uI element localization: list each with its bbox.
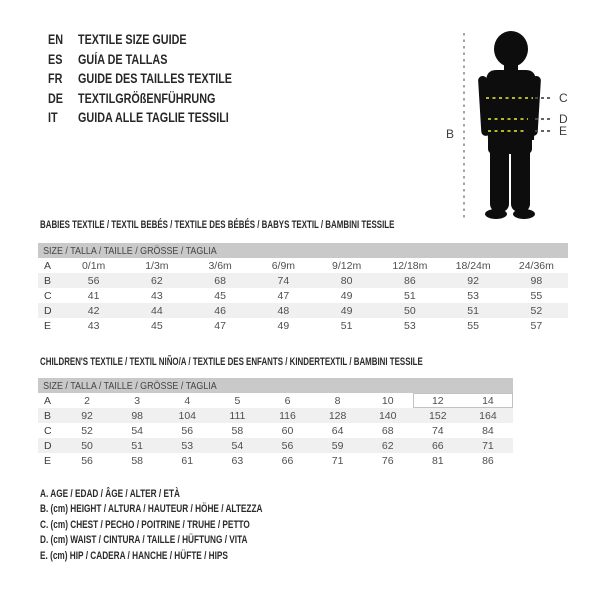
row-label: E (44, 319, 52, 332)
language-title: GUÍA DE TALLAS (78, 51, 168, 67)
legend-text: C. (cm) CHEST / PECHO / POITRINE / TRUHE / PETTO (40, 518, 250, 531)
table-row (38, 423, 513, 438)
legend-text: B. (cm) HEIGHT / ALTURA / HAUTEUR / HÖHE / ALTEZZA (40, 503, 263, 516)
table-cell: 6/9m (271, 259, 296, 272)
table-cell: 58 (131, 454, 143, 467)
children-size-table (38, 378, 513, 468)
children-table-header-label: SIZE / TALLA / TAILLE / GRÖSSE / TAGLIA (43, 379, 217, 392)
table-cell: 47 (214, 319, 226, 332)
table-row (38, 438, 513, 453)
table-cell: 104 (178, 409, 197, 422)
table-cell: 55 (530, 289, 543, 302)
table-cell: 62 (381, 439, 394, 452)
table-cell: 60 (281, 424, 294, 437)
table-cell: 51 (131, 439, 143, 452)
table-cell: 5 (234, 394, 241, 407)
table-cell: 63 (231, 454, 244, 467)
legend-item (40, 502, 337, 518)
language-code: FR (48, 71, 63, 87)
waist-label: D (559, 112, 568, 126)
table-cell: 59 (331, 439, 344, 452)
table-cell: 55 (467, 319, 479, 332)
children-table-header (38, 378, 513, 393)
table-cell: 49 (340, 304, 353, 317)
table-cell: 98 (530, 274, 543, 287)
table-cell: 140 (378, 409, 397, 422)
table-cell: 92 (467, 274, 479, 287)
table-cell: 56 (81, 454, 93, 467)
table-cell: 74 (431, 424, 444, 437)
table-cell: 46 (214, 304, 226, 317)
language-row (48, 89, 271, 109)
babies-table-header-label: SIZE / TALLA / TAILLE / GRÖSSE / TAGLIA (43, 244, 217, 257)
table-cell: 10 (381, 394, 394, 407)
table-cell: 53 (467, 289, 479, 302)
table-cell: 68 (381, 424, 394, 437)
table-cell: 66 (281, 454, 294, 467)
table-row (38, 273, 568, 288)
table-cell: 50 (404, 304, 416, 317)
table-cell: 24/36m (518, 259, 554, 272)
table-cell: 47 (277, 289, 290, 302)
table-cell: 92 (81, 409, 93, 422)
child-measurement-diagram (438, 18, 588, 230)
row-label: A (44, 259, 52, 272)
legend-item (40, 486, 337, 502)
table-cell: 3 (134, 394, 141, 407)
table-cell: 48 (277, 304, 290, 317)
legend-text: A. AGE / EDAD / ÂGE / ALTER / ETÀ (40, 487, 180, 500)
language-title: TEXTILE SIZE GUIDE (78, 32, 187, 48)
children-table-rows (38, 393, 513, 468)
row-label: C (44, 424, 52, 437)
table-cell: 74 (277, 274, 290, 287)
table-cell: 84 (482, 424, 494, 437)
table-cell: 58 (231, 424, 244, 437)
row-label: A (44, 394, 52, 407)
legend-text: D. (cm) WAIST / CINTURA / TAILLE / HÜFTUNG / VITA (40, 534, 248, 547)
table-cell: 49 (340, 289, 353, 302)
table-cell: 128 (328, 409, 347, 422)
table-cell: 86 (404, 274, 416, 287)
language-row (48, 108, 271, 128)
table-cell: 68 (214, 274, 226, 287)
babies-table-header (38, 243, 568, 258)
hip-label: E (559, 124, 568, 138)
table-cell: 86 (482, 454, 494, 467)
table-cell: 66 (431, 439, 444, 452)
table-row (38, 453, 513, 468)
legend-item (40, 517, 337, 533)
table-cell: 71 (482, 439, 494, 452)
table-cell: 4 (184, 394, 191, 407)
table-cell: 57 (530, 319, 543, 332)
table-cell: 56 (87, 274, 100, 287)
table-cell: 54 (131, 424, 143, 437)
table-cell: 61 (181, 454, 194, 467)
table-cell: 64 (331, 424, 344, 437)
language-title: GUIDA ALLE TAGLIE TESSILI (78, 110, 229, 126)
table-cell: 45 (214, 289, 226, 302)
table-cell: 44 (151, 304, 163, 317)
table-cell: 14 (482, 394, 494, 407)
row-label: C (44, 289, 52, 302)
table-cell: 50 (81, 439, 93, 452)
table-cell: 8 (334, 394, 341, 407)
table-cell: 56 (281, 439, 294, 452)
table-cell: 43 (87, 319, 100, 332)
table-cell: 51 (404, 289, 416, 302)
row-label: D (44, 304, 52, 317)
language-title-list (48, 30, 271, 128)
babies-table-rows (38, 258, 568, 333)
table-row (38, 393, 513, 408)
babies-size-table (38, 243, 568, 333)
height-label: B (446, 127, 455, 141)
table-cell: 53 (181, 439, 194, 452)
table-cell: 164 (479, 409, 497, 422)
children-section-title: CHILDREN'S TEXTILE / TEXTIL NIÑO/A / TEXTILE DES ENFANTS / KINDERTEXTIL / BAMBINI TESSILE (40, 356, 423, 368)
table-cell: 51 (467, 304, 479, 317)
table-cell: 81 (431, 454, 444, 467)
language-title: TEXTILGRÖßENFÜHRUNG (78, 90, 216, 106)
table-cell: 56 (181, 424, 194, 437)
table-cell: 49 (277, 319, 290, 332)
table-cell: 41 (87, 289, 100, 302)
language-row (48, 69, 271, 89)
table-cell: 52 (530, 304, 543, 317)
chest-label: C (559, 91, 568, 105)
child-silhouette (478, 31, 541, 219)
table-cell: 45 (151, 319, 163, 332)
language-code: DE (48, 90, 64, 106)
table-row (38, 258, 568, 273)
table-cell: 80 (340, 274, 353, 287)
table-cell: 12/18m (392, 259, 428, 272)
table-cell: 52 (81, 424, 93, 437)
babies-section-title: BABIES TEXTILE / TEXTIL BEBÉS / TEXTILE DES BÉBÉS / BABYS TEXTIL / BAMBINI TESSILE (40, 219, 395, 231)
table-cell: 71 (331, 454, 344, 467)
language-code: ES (48, 51, 63, 67)
language-row (48, 30, 271, 50)
table-row (38, 303, 568, 318)
legend-item (40, 548, 337, 564)
table-cell: 111 (229, 409, 246, 422)
language-row (48, 50, 271, 70)
row-label: E (44, 454, 52, 467)
table-cell: 116 (279, 409, 296, 422)
measurement-legend (40, 486, 337, 564)
table-cell: 6 (284, 394, 291, 407)
row-label: B (44, 274, 52, 287)
table-row (38, 318, 568, 333)
table-cell: 42 (87, 304, 100, 317)
table-cell: 43 (151, 289, 163, 302)
language-title: GUIDE DES TAILLES TEXTILE (78, 71, 233, 87)
table-cell: 2 (84, 394, 90, 407)
table-cell: 3/6m (208, 259, 232, 272)
language-code: IT (48, 110, 58, 126)
table-cell: 54 (231, 439, 244, 452)
table-cell: 0/1m (81, 259, 106, 272)
legend-item (40, 533, 337, 549)
row-label: D (44, 439, 52, 452)
table-cell: 1/3m (145, 259, 169, 272)
table-cell: 9/12m (332, 259, 362, 272)
table-cell: 53 (404, 319, 416, 332)
language-code: EN (48, 32, 64, 48)
table-row (38, 408, 513, 423)
table-cell: 51 (340, 319, 353, 332)
table-cell: 98 (131, 409, 143, 422)
table-row (38, 288, 568, 303)
table-cell: 152 (429, 409, 447, 422)
table-cell: 62 (151, 274, 163, 287)
legend-text: E. (cm) HIP / CADERA / HANCHE / HÜFTE / HIPS (40, 549, 228, 562)
row-label: B (44, 409, 52, 422)
table-cell: 12 (431, 394, 444, 407)
table-cell: 76 (381, 454, 394, 467)
table-cell: 18/24m (455, 259, 491, 272)
